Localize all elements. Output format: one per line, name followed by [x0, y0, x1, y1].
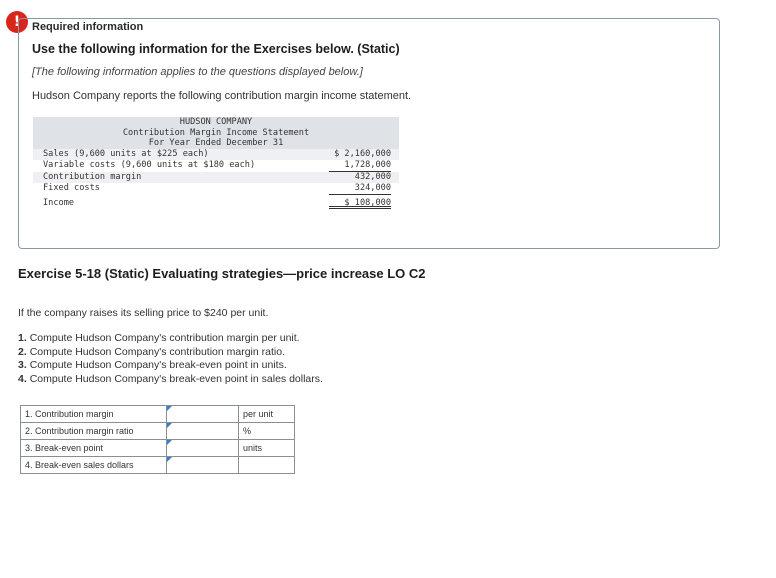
answer-label: 4. Break-even sales dollars: [21, 457, 167, 474]
statement-row-value: 432,000: [354, 171, 391, 182]
statement-row-sales: [33, 149, 399, 161]
answer-row-break-even-sales: [21, 457, 295, 474]
step-text: Compute Hudson Company's break-even point in units.: [29, 359, 287, 371]
statement-row-contribution-margin: [33, 172, 399, 184]
break-even-point-input[interactable]: [167, 440, 238, 456]
statement-title: Contribution Margin Income Statement: [122, 127, 310, 138]
contribution-margin-ratio-input[interactable]: [167, 423, 238, 439]
statement-header: [33, 117, 399, 149]
statement-row-income: [33, 198, 399, 210]
statement-row-value: $ 2,160,000: [334, 148, 391, 159]
statement-row-variable-costs: [33, 160, 399, 172]
exercise-step: [18, 346, 323, 360]
answer-row-contribution-margin: [21, 406, 295, 423]
answer-unit: [239, 457, 295, 474]
exercise-title: Exercise 5-18 (Static) Evaluating strategies—price increase LO C2: [18, 266, 426, 281]
answer-cell: [167, 440, 239, 457]
answer-cell: [167, 457, 239, 474]
statement-period: For Year Ended December 31: [148, 138, 284, 148]
exercise-step: [18, 359, 323, 373]
answer-unit: per unit: [239, 406, 295, 423]
alert-icon: !: [6, 11, 28, 33]
exercise-prompt: If the company raises its selling price to $240 per unit.: [18, 307, 269, 319]
answer-unit: %: [239, 423, 295, 440]
break-even-sales-input[interactable]: [167, 457, 238, 473]
step-number: 3.: [18, 359, 27, 371]
input-flag-icon: [167, 457, 172, 462]
statement-row-value: 1,728,000: [329, 160, 391, 172]
statement-row-fixed-costs: [33, 183, 399, 195]
required-info-title: Required information: [32, 21, 144, 33]
statement-row-label: Fixed costs: [43, 183, 100, 193]
input-flag-icon: [167, 423, 172, 428]
statement-row-label: Sales (9,600 units at $225 each): [43, 148, 209, 159]
answer-table: [20, 405, 295, 474]
exercise-steps: [18, 332, 323, 386]
required-info-note: [The following information applies to the questions displayed below.]: [32, 66, 363, 78]
answer-row-contribution-margin-ratio: [21, 423, 295, 440]
answer-label: 2. Contribution margin ratio: [21, 423, 167, 440]
statement-row-label: Contribution margin: [43, 171, 142, 182]
statement-row-label: Income: [43, 197, 75, 208]
answer-label: 3. Break-even point: [21, 440, 167, 457]
contribution-margin-input[interactable]: [167, 406, 238, 422]
answer-unit: units: [239, 440, 295, 457]
required-info-intro: Hudson Company reports the following contribution margin income statement.: [32, 90, 412, 102]
income-statement: [33, 117, 399, 209]
step-number: 1.: [18, 332, 27, 344]
exercise-step: [18, 373, 323, 387]
statement-row-value: 324,000: [329, 183, 391, 195]
step-number: 2.: [18, 345, 27, 358]
required-info-heading: Use the following information for the Exercises below. (Static): [32, 42, 400, 56]
answer-label: 1. Contribution margin: [21, 406, 167, 423]
step-text: Compute Hudson Company's contribution margin per unit.: [29, 332, 300, 344]
step-text: Compute Hudson Company's contribution margin ratio.: [29, 345, 285, 358]
answer-cell: [167, 406, 239, 423]
input-flag-icon: [167, 440, 172, 445]
step-text: Compute Hudson Company's break-even point in sales dollars.: [29, 372, 323, 385]
statement-company: HUDSON COMPANY: [179, 117, 253, 127]
answer-cell: [167, 423, 239, 440]
statement-row-label: Variable costs (9,600 units at $180 each): [43, 160, 256, 170]
answer-row-break-even-point: [21, 440, 295, 457]
exercise-step: [18, 332, 323, 346]
statement-row-value: $ 108,000: [329, 198, 391, 210]
step-number: 4.: [18, 372, 27, 385]
input-flag-icon: [167, 406, 172, 411]
